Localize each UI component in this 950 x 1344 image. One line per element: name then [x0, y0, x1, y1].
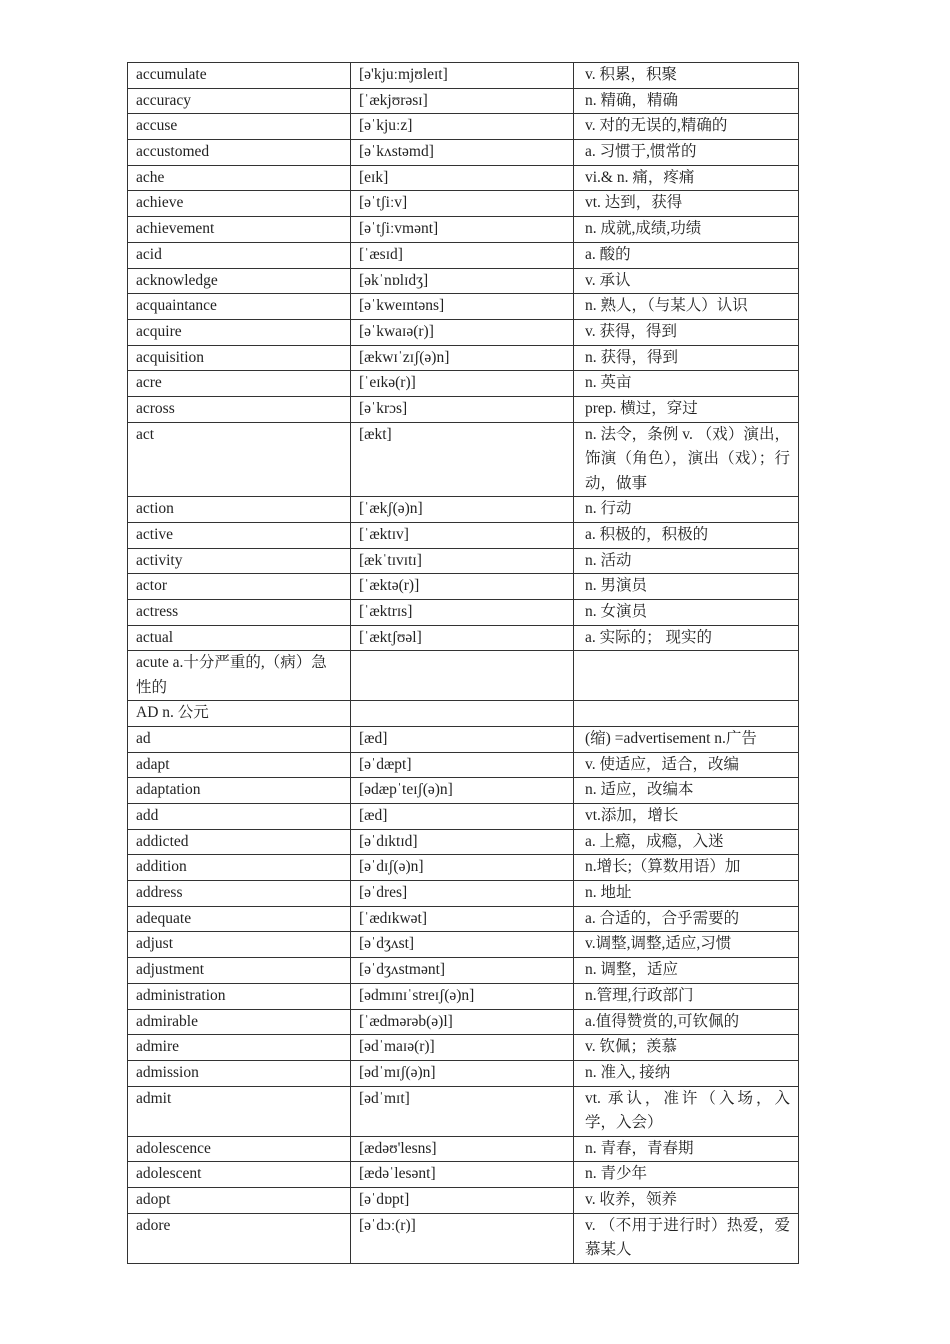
- definition-cell: n. 成就,成绩,功绩: [574, 217, 799, 243]
- table-row: [128, 1086, 799, 1136]
- phonetic-cell: [ˈædɪkwət]: [351, 906, 574, 932]
- word-cell: adaptation: [128, 778, 351, 804]
- word-cell: adolescence: [128, 1136, 351, 1162]
- word-cell: addicted: [128, 829, 351, 855]
- table-row: [128, 906, 799, 932]
- table-row: [128, 829, 799, 855]
- definition-cell: (缩) =advertisement n.广告: [574, 726, 799, 752]
- definition-cell: v. 对的无误的,精确的: [574, 114, 799, 140]
- table-row: [128, 268, 799, 294]
- definition-cell: n. 法令，条例 v. （戏）演出，饰演（角色），演出（戏）；行动，做事: [574, 422, 799, 497]
- phonetic-cell: [əkˈnɒlɪdʒ]: [351, 268, 574, 294]
- phonetic-cell: [əˈdɔː(r)]: [351, 1213, 574, 1263]
- table-row: [128, 752, 799, 778]
- phonetic-cell: [ˈæktrɪs]: [351, 599, 574, 625]
- word-cell: admit: [128, 1086, 351, 1136]
- definition-cell: n. 熟人，（与某人）认识: [574, 294, 799, 320]
- phonetic-cell: [əˈdɒpt]: [351, 1187, 574, 1213]
- definition-cell: v. 使适应，适合，改编: [574, 752, 799, 778]
- definition-cell: [574, 651, 799, 701]
- word-cell: actress: [128, 599, 351, 625]
- definition-cell: v. 积累，积聚: [574, 63, 799, 89]
- word-cell: accuracy: [128, 88, 351, 114]
- definition-cell: prep. 横过，穿过: [574, 396, 799, 422]
- definition-cell: vt. 达到，获得: [574, 191, 799, 217]
- phonetic-cell: [æd]: [351, 804, 574, 830]
- table-row: [128, 932, 799, 958]
- table-row: [128, 294, 799, 320]
- table-row: [128, 548, 799, 574]
- table-row: [128, 63, 799, 89]
- word-cell: ad: [128, 726, 351, 752]
- word-cell: acre: [128, 371, 351, 397]
- vocabulary-table-body: [128, 63, 799, 1264]
- table-row: [128, 140, 799, 166]
- definition-cell: n. 男演员: [574, 574, 799, 600]
- definition-cell: n. 精确，精确: [574, 88, 799, 114]
- phonetic-cell: [ədˈmɪʃ(ə)n]: [351, 1060, 574, 1086]
- table-row: [128, 625, 799, 651]
- table-row: [128, 804, 799, 830]
- definition-cell: n. 行动: [574, 497, 799, 523]
- table-row: [128, 701, 799, 727]
- word-cell: active: [128, 522, 351, 548]
- phonetic-cell: [əˈdæpt]: [351, 752, 574, 778]
- table-row: [128, 1009, 799, 1035]
- table-row: [128, 114, 799, 140]
- phonetic-cell: [əˈdʒʌstmənt]: [351, 958, 574, 984]
- definition-cell: vt.添加，增长: [574, 804, 799, 830]
- table-row: [128, 983, 799, 1009]
- word-cell: admire: [128, 1035, 351, 1061]
- phonetic-cell: [ədæpˈteɪʃ(ə)n]: [351, 778, 574, 804]
- definition-cell: a. 上瘾，成瘾，入迷: [574, 829, 799, 855]
- word-cell: across: [128, 396, 351, 422]
- word-cell: adolescent: [128, 1162, 351, 1188]
- definition-cell: a. 实际的； 现实的: [574, 625, 799, 651]
- phonetic-cell: [ˈædmərəb(ə)l]: [351, 1009, 574, 1035]
- word-cell: adapt: [128, 752, 351, 778]
- phonetic-cell: [ˈækjʊrəsɪ]: [351, 88, 574, 114]
- phonetic-cell: [351, 651, 574, 701]
- table-row: [128, 191, 799, 217]
- phonetic-cell: [əˈkʌstəmd]: [351, 140, 574, 166]
- word-cell: acquisition: [128, 345, 351, 371]
- table-row: [128, 319, 799, 345]
- word-cell: accustomed: [128, 140, 351, 166]
- table-row: [128, 242, 799, 268]
- phonetic-cell: [ədˈmɪt]: [351, 1086, 574, 1136]
- word-cell: adore: [128, 1213, 351, 1263]
- definition-cell: [574, 701, 799, 727]
- definition-cell: a. 积极的，积极的: [574, 522, 799, 548]
- phonetic-cell: [ədˈmaɪə(r)]: [351, 1035, 574, 1061]
- table-row: [128, 778, 799, 804]
- definition-cell: n. 英亩: [574, 371, 799, 397]
- definition-cell: v. 获得，得到: [574, 319, 799, 345]
- word-cell: act: [128, 422, 351, 497]
- definition-cell: v. （不用于进行时）热爱，爱慕某人: [574, 1213, 799, 1263]
- phonetic-cell: [ˈæktɪv]: [351, 522, 574, 548]
- phonetic-cell: [əˈdres]: [351, 881, 574, 907]
- definition-cell: n. 地址: [574, 881, 799, 907]
- table-row: [128, 599, 799, 625]
- vocabulary-table: [127, 62, 799, 1264]
- word-cell: actual: [128, 625, 351, 651]
- word-cell: admission: [128, 1060, 351, 1086]
- phonetic-cell: [əˈdɪktɪd]: [351, 829, 574, 855]
- word-cell: admirable: [128, 1009, 351, 1035]
- table-row: [128, 1060, 799, 1086]
- definition-cell: n. 女演员: [574, 599, 799, 625]
- definition-cell: n. 准入, 接纳: [574, 1060, 799, 1086]
- definition-cell: n.管理,行政部门: [574, 983, 799, 1009]
- word-cell: achieve: [128, 191, 351, 217]
- definition-cell: vt. 承认，准许（入场，入学，入会）: [574, 1086, 799, 1136]
- word-cell: addition: [128, 855, 351, 881]
- phonetic-cell: [ˈeɪkə(r)]: [351, 371, 574, 397]
- phonetic-cell: [əˈtʃiːv]: [351, 191, 574, 217]
- word-cell: address: [128, 881, 351, 907]
- phonetic-cell: [ædəˈlesənt]: [351, 1162, 574, 1188]
- word-cell: adopt: [128, 1187, 351, 1213]
- phonetic-cell: [ækˈtɪvɪtɪ]: [351, 548, 574, 574]
- table-row: [128, 1035, 799, 1061]
- definition-cell: n. 适应，改编本: [574, 778, 799, 804]
- definition-cell: v. 收养，领养: [574, 1187, 799, 1213]
- table-row: [128, 396, 799, 422]
- word-cell: acquaintance: [128, 294, 351, 320]
- phonetic-cell: [ə'kjuːmjʊleɪt]: [351, 63, 574, 89]
- table-row: [128, 165, 799, 191]
- table-row: [128, 522, 799, 548]
- phonetic-cell: [əˈdʒʌst]: [351, 932, 574, 958]
- definition-cell: n. 青春，青春期: [574, 1136, 799, 1162]
- definition-cell: a. 习惯于,惯常的: [574, 140, 799, 166]
- table-row: [128, 855, 799, 881]
- phonetic-cell: [ˈæktʃʊəl]: [351, 625, 574, 651]
- table-row: [128, 958, 799, 984]
- table-row: [128, 345, 799, 371]
- table-row: [128, 1213, 799, 1263]
- word-cell: accuse: [128, 114, 351, 140]
- table-row: [128, 726, 799, 752]
- definition-cell: n. 青少年: [574, 1162, 799, 1188]
- phonetic-cell: [ækt]: [351, 422, 574, 497]
- phonetic-cell: [ˈækʃ(ə)n]: [351, 497, 574, 523]
- table-row: [128, 1136, 799, 1162]
- word-cell: acid: [128, 242, 351, 268]
- definition-cell: n. 活动: [574, 548, 799, 574]
- phonetic-cell: [əˈkweɪntəns]: [351, 294, 574, 320]
- phonetic-cell: [əˈkrɔs]: [351, 396, 574, 422]
- definition-cell: n. 调整，适应: [574, 958, 799, 984]
- phonetic-cell: [ˈæktə(r)]: [351, 574, 574, 600]
- phonetic-cell: [əˈdɪʃ(ə)n]: [351, 855, 574, 881]
- table-row: [128, 1187, 799, 1213]
- definition-cell: v. 承认: [574, 268, 799, 294]
- definition-cell: a.值得赞赏的,可钦佩的: [574, 1009, 799, 1035]
- phonetic-cell: [ækwɪˈzɪʃ(ə)n]: [351, 345, 574, 371]
- table-row: [128, 371, 799, 397]
- table-row: [128, 881, 799, 907]
- table-row: [128, 651, 799, 701]
- table-row: [128, 217, 799, 243]
- word-cell: accumulate: [128, 63, 351, 89]
- table-row: [128, 1162, 799, 1188]
- phonetic-cell: [əˈtʃiːvmənt]: [351, 217, 574, 243]
- phonetic-cell: [ædəʊ'lesns]: [351, 1136, 574, 1162]
- word-cell: adjustment: [128, 958, 351, 984]
- phonetic-cell: [əˈkjuːz]: [351, 114, 574, 140]
- word-cell: AD n. 公元: [128, 701, 351, 727]
- table-row: [128, 574, 799, 600]
- definition-cell: n.增长;（算数用语）加: [574, 855, 799, 881]
- definition-cell: n. 获得，得到: [574, 345, 799, 371]
- word-cell: ache: [128, 165, 351, 191]
- table-row: [128, 88, 799, 114]
- table-row: [128, 497, 799, 523]
- phonetic-cell: [æd]: [351, 726, 574, 752]
- phonetic-cell: [əˈkwaɪə(r)]: [351, 319, 574, 345]
- definition-cell: a. 酸的: [574, 242, 799, 268]
- table-row: [128, 422, 799, 497]
- word-cell: action: [128, 497, 351, 523]
- word-cell: acknowledge: [128, 268, 351, 294]
- word-cell: adequate: [128, 906, 351, 932]
- word-cell: actor: [128, 574, 351, 600]
- definition-cell: vi.& n. 痛，疼痛: [574, 165, 799, 191]
- word-cell: acute a.十分严重的,（病）急性的: [128, 651, 351, 701]
- phonetic-cell: [ədmɪnɪˈstreɪʃ(ə)n]: [351, 983, 574, 1009]
- word-cell: adjust: [128, 932, 351, 958]
- word-cell: acquire: [128, 319, 351, 345]
- word-cell: add: [128, 804, 351, 830]
- phonetic-cell: [ˈæsɪd]: [351, 242, 574, 268]
- definition-cell: a. 合适的，合乎需要的: [574, 906, 799, 932]
- definition-cell: v. 钦佩；羡慕: [574, 1035, 799, 1061]
- phonetic-cell: [351, 701, 574, 727]
- word-cell: achievement: [128, 217, 351, 243]
- definition-cell: v.调整,调整,适应,习惯: [574, 932, 799, 958]
- phonetic-cell: [eɪk]: [351, 165, 574, 191]
- word-cell: administration: [128, 983, 351, 1009]
- word-cell: activity: [128, 548, 351, 574]
